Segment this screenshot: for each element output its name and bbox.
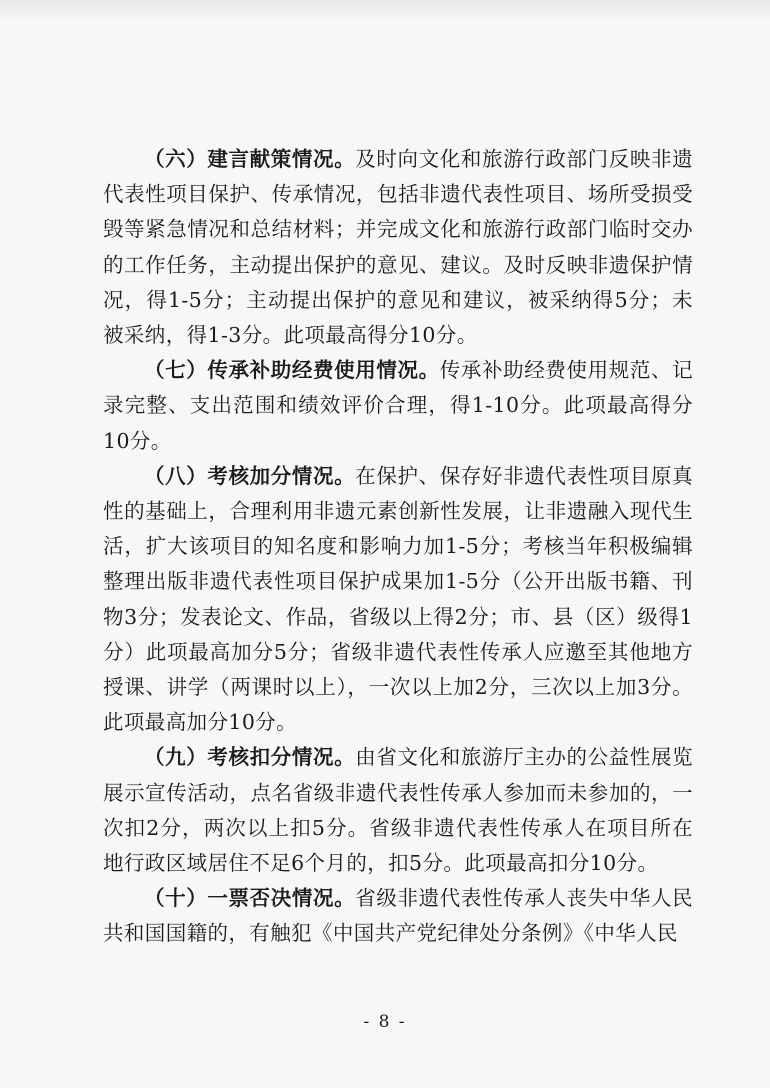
paragraph-text: 传承补助经费使用规范、记录完整、支出范围和绩效评价合理，得1-10分。此项最高得分10分。 — [103, 358, 693, 453]
paragraph-heading: （七）传承补助经费使用情况。 — [144, 358, 440, 383]
document-body — [103, 142, 693, 952]
page-number: - 8 - — [363, 1012, 407, 1032]
paragraph-8 — [103, 459, 693, 741]
paragraph-9 — [103, 740, 693, 881]
paragraph-heading: （六）建言献策情况。 — [144, 147, 356, 171]
paragraph-text: 由省文化和旅游厅主办的公益性展览展示宣传活动，点名省级非遗代表性传承人参加而未参加的，一次扣2分，两次以上扣5分。省级非遗代表性传承人在项目所在地行政区域居住不足6个月的，扣5分。此项最高扣分10分。 — [103, 745, 694, 876]
paragraph-10 — [103, 881, 693, 951]
paragraph-text: 在保护、保存好非遗代表性项目原真性的基础上，合理利用非遗元素创新性发展，让非遗融入现代生活，扩大该项目的知名度和影响力加1-5分；考核当年积极编辑整理出版非遗代表性项目保护成果加1-5分（公开出版书籍、刊物3分；发表论文、作品，省级以上得2分；市、县（区）级得1分）此项最高加分5分；省级非遗代表性传承人应邀至其他地方授课、讲学（两课时以上），一次以上加2分，三次以上加3分。此项最高加分10分。 — [103, 463, 694, 735]
paragraph-heading: （八）考核加分情况。 — [144, 463, 356, 488]
paragraph-text: 及时向文化和旅游行政部门反映非遗代表性项目保护、传承情况，包括非遗代表性项目、场所受损受毁等紧急情况和总结材料；并完成文化和旅游行政部门临时交办的工作任务，主动提出保护的意见、建议。及时反映非遗保护情况，得1-5分；主动提出保护的意见和建议，被采纳得5分；未被采纳，得1-3分。此项最高得分10分。 — [103, 147, 694, 348]
paragraph-heading: （九）考核扣分情况。 — [144, 745, 356, 770]
scan-artifact — [0, 0, 770, 22]
paragraph-heading: （十）一票否决情况。 — [144, 886, 356, 911]
paragraph-7 — [103, 353, 693, 459]
paragraph-6 — [103, 142, 693, 353]
paragraph-text: 省级非遗代表性传承人丧失中华人民共和国国籍的，有触犯《中国共产党纪律处分条例》《中华人民 — [103, 886, 694, 946]
